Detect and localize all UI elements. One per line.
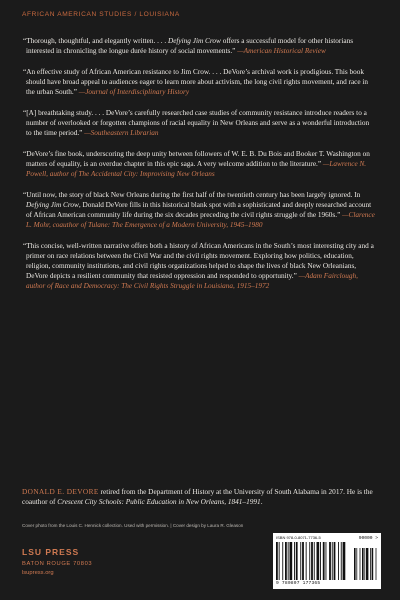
barcode-bar [294, 542, 295, 580]
photo-credit: Cover photo from the Louis C. Hennick collection. Used with permission. [22, 523, 170, 528]
publisher-block [22, 547, 92, 576]
barcode-bars [276, 542, 378, 580]
barcode-bar [317, 542, 320, 580]
barcode-bar [329, 542, 331, 580]
blurb-text: offers a successful model for other historians interested in chronicling the longue durée history of social movements.” [26, 37, 354, 55]
blurb-book-title: Defying Jim Crow [26, 201, 79, 209]
barcode-addon-bar [364, 548, 365, 580]
blurb-text: “Until now, the story of black New Orleans during the first half of the twentieth century has been largely ignored. In [23, 191, 361, 199]
blurb-source: —American Historical Review [237, 47, 326, 55]
blurb-source: —Southeastern Librarian [84, 129, 159, 137]
author-name: DONALD E. DEVORE [22, 487, 99, 496]
author-bio-book-title: Crescent City Schools: Public Education in New Orleans, 1841–1991 [57, 497, 261, 507]
barcode-addon-bar [366, 548, 368, 580]
blurb-source: —Clarence L. Mohr, coauthor of Tulane: The Emergence of a Modern University, 1945–1980 [26, 211, 375, 229]
barcode-bar [302, 542, 304, 580]
blurb-text: “Thorough, thoughtful, and elegantly written. . . . [23, 37, 168, 45]
barcode-bar [323, 542, 325, 580]
barcode-bar [276, 542, 278, 580]
author-bio-text: . [260, 497, 263, 507]
cover-credits [22, 523, 382, 528]
barcode-addon-bar [372, 548, 374, 580]
barcode-addon-bar [360, 548, 361, 580]
author-bio [22, 487, 377, 507]
review-blurb-6 [23, 241, 376, 291]
barcode-bar [306, 542, 307, 580]
barcode-bar [282, 542, 283, 580]
review-blurbs [23, 36, 376, 302]
barcode-bar [296, 542, 298, 580]
blurb-text: “This concise, well-written narrative offers both a history of African Americans in the South’s most interesting city and a primer on race relations between the Civil War and the civil rights movement. Exploring how politics, education, religion, community institutions, and civil rights organizations helped to shape the lives of black New Orleanians, DeVore depicts a resilient community that resisted oppression and responded to opportunity.” [23, 242, 374, 280]
barcode-bar [341, 542, 342, 580]
barcode-addon-bar [370, 548, 371, 580]
blurb-text: “DeVore’s fine book, underscoring the deep unity between followers of W. E. B. Du Bois and Booker T. Washington on matters of equality, is an overdue chapter in this epic saga. A very welcome addition to the literature.” [23, 150, 370, 168]
barcode-bar [332, 542, 333, 580]
barcode-bar [320, 542, 321, 580]
publisher-name: LSU PRESS [22, 547, 80, 557]
publisher-city: BATON ROUGE 70803 [22, 561, 93, 567]
barcode-bar [300, 542, 301, 580]
isbn-label: ISBN 978-0-8071-7736-5 [276, 535, 321, 540]
review-blurb-3 [23, 108, 376, 138]
review-blurb-1 [23, 36, 376, 56]
barcode-bar [279, 542, 280, 580]
barcode-bar [343, 542, 346, 580]
blurb-source: —Journal of Interdisciplinary History [78, 88, 190, 96]
review-blurb-5 [23, 190, 376, 230]
publisher-url: lsupress.org [22, 570, 54, 576]
barcode-addon-bar [376, 548, 377, 580]
barcode-bar [311, 542, 313, 580]
barcode-bar [309, 542, 310, 580]
barcode-bar [334, 542, 336, 580]
barcode-bar [285, 542, 287, 580]
blurb-text: , Donald DeVore fills in this historical blank spot with a sophisticated and deeply researched account of African American community life during the six decades preceding the civil rights struggle of the 1960s.” [26, 201, 372, 219]
author-bio-text: retired from the Department of History at the University of South Alabama in 2017. He is the coauthor of [22, 487, 373, 507]
design-credit: Cover design by Laura R. Gleason [172, 523, 244, 528]
credit-separator: | [169, 523, 173, 528]
barcode-addon-bar [354, 548, 356, 580]
review-blurb-2 [23, 67, 376, 97]
review-blurb-4 [23, 149, 376, 179]
isbn-barcode [273, 533, 381, 589]
blurb-source: —Lawrence N. Powell, author of The Accidental City: Improvising New Orleans [26, 160, 367, 178]
barcode-bar [338, 542, 339, 580]
barcode-addon-bar [356, 548, 357, 580]
barcode-bar [314, 542, 315, 580]
blurb-book-title: Defying Jim Crow [167, 37, 221, 45]
price-code: 90000 > [358, 536, 378, 541]
barcode-bar [288, 542, 289, 580]
barcode-addon-bar [362, 548, 364, 580]
blurb-text: “An effective study of African American resistance to Jim Crow. . . . DeVore’s archival work is prodigious. This book should have broad appeal to audiences eager to learn more about activism, the long civil rights movement, and race in the urban South.” [23, 68, 369, 96]
subject-category: AFRICAN AMERICAN STUDIES / LOUISIANA [22, 11, 180, 18]
blurb-source: —Adam Fairclough, author of Race and Democracy: The Civil Rights Struggle in Louisiana, 1915–1972 [26, 272, 358, 290]
barcode-bar [290, 542, 293, 580]
blurb-text: “[A] breathtaking study. . . . DeVore’s carefully researched case studies of community resistance introduce readers to a number of overlooked or forgotten champions of racial equality in New Orleans and serve as a wonderful introduction to the time period.” [23, 109, 370, 137]
barcode-digits: 9 780807 177365 [276, 581, 321, 586]
barcode-bar [326, 542, 327, 580]
